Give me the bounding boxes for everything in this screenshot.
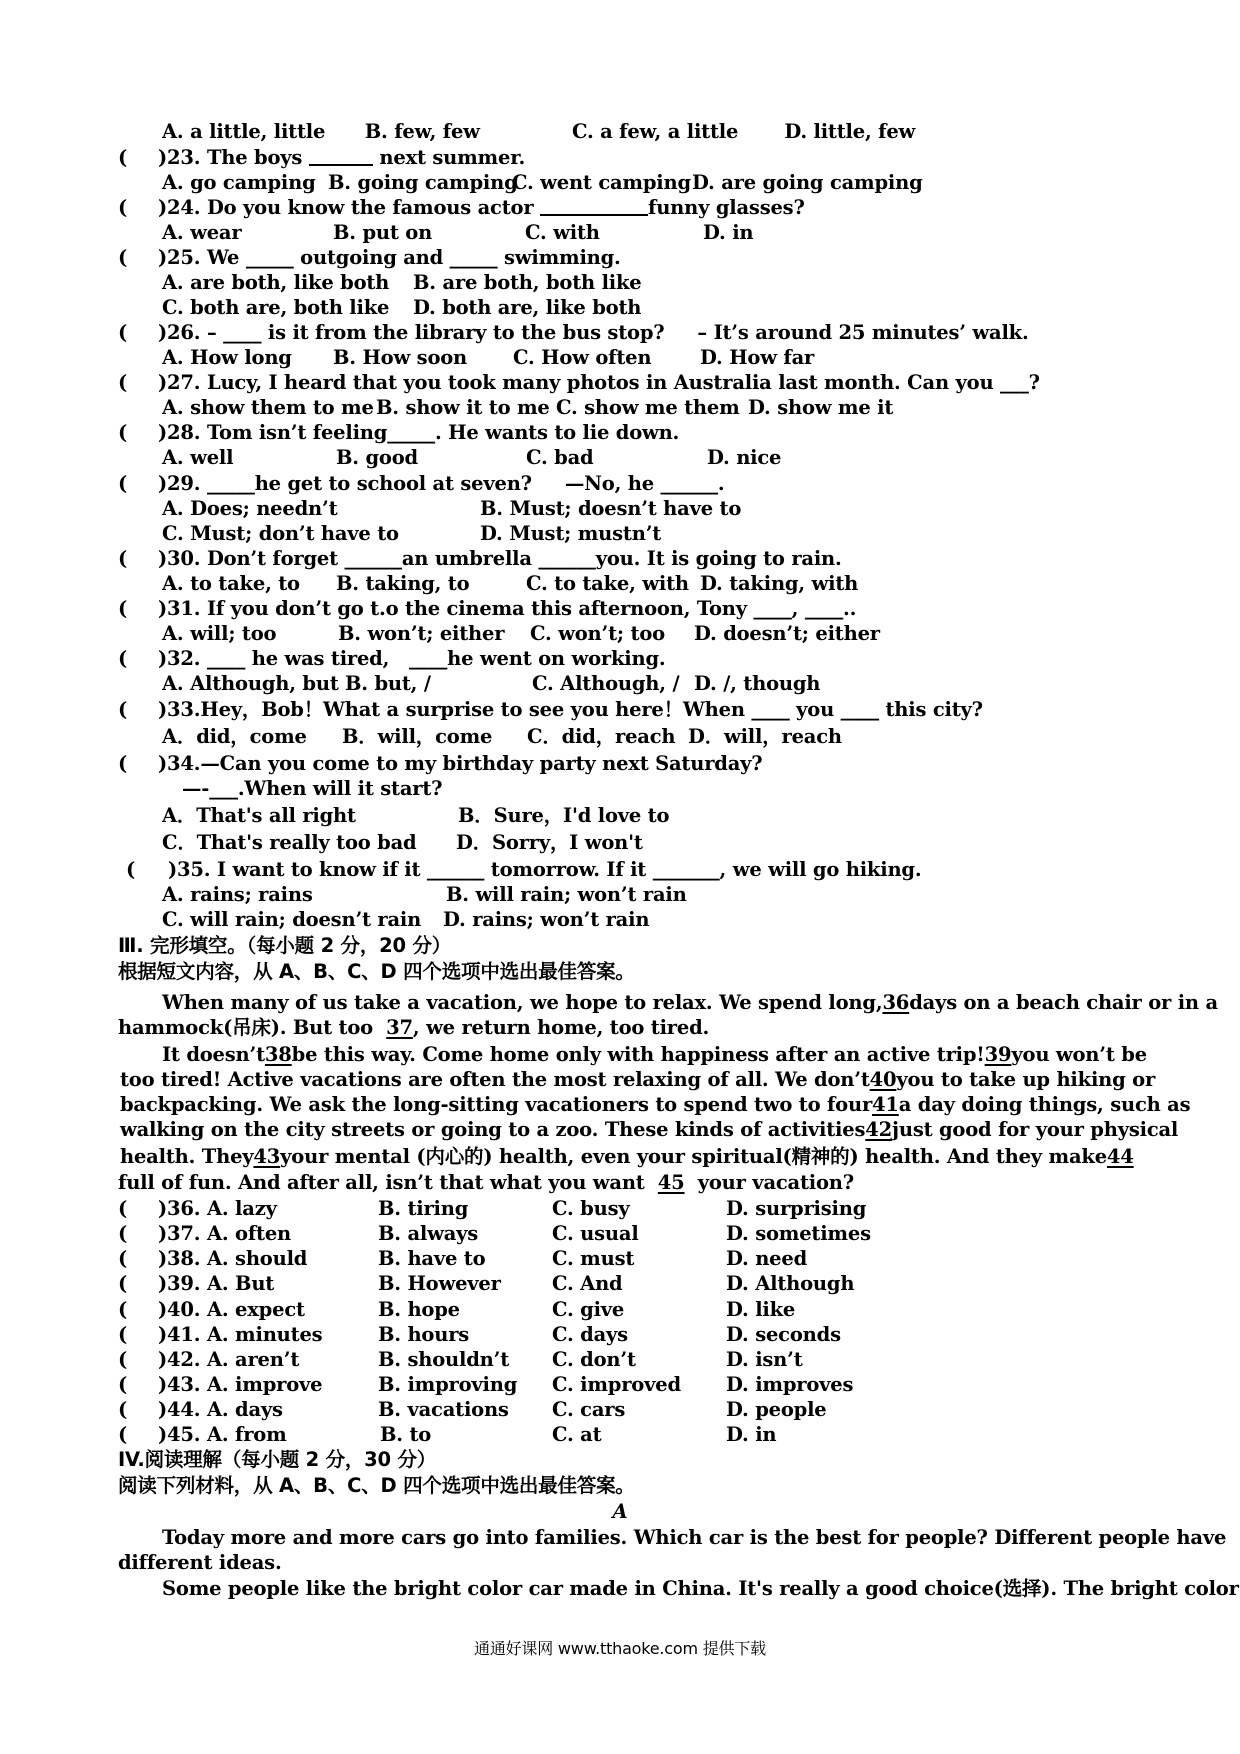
cloze-line-6: walking on the city streets or going to a zoo. These kinds of activities 42 just good for your physical	[120, 1118, 1179, 1141]
q36-option-b: B. tiring	[378, 1197, 469, 1220]
q26-stem: )26. – ____ is it from the library to the bus stop? – It’s around 25 minutes’ walk.	[158, 321, 1029, 344]
q45-option-d: D. in	[726, 1423, 777, 1446]
cloze-line-2: hammock(吊床). But too 37, we return home, too tired.	[118, 1016, 710, 1039]
q34-stem-response: —-___.When will it start?	[182, 777, 443, 800]
cloze-line-7: health. They 43 your mental (内心的) health, even your spiritual(精神的) health. And they make 44	[120, 1145, 1134, 1168]
q23-option-a: A. go camping	[162, 171, 316, 194]
q33-stem: )33.Hey，Bob！What a surprise to see you here！When ____ you ____ this city?	[158, 698, 983, 721]
q32-paren: (	[118, 647, 128, 670]
q35-paren: (	[126, 858, 136, 881]
q26-option-d: D. How far	[700, 346, 815, 369]
q40-option-b: B. hope	[378, 1298, 460, 1321]
q29-paren: (	[118, 472, 128, 495]
q25-paren: (	[118, 246, 128, 269]
q42-option-c: C. don’t	[552, 1348, 636, 1371]
q39-option-b: B. However	[378, 1272, 501, 1295]
q35-option-d: D. rains; won’t rain	[443, 908, 650, 931]
q40-option-d: D. like	[726, 1298, 796, 1321]
q28-paren: (	[118, 421, 128, 444]
cloze-line-4: too tired! Active vacations are often the most relaxing of all. We don’t 40 you to take up hiking or	[120, 1068, 1156, 1091]
q43-option-d: D. improves	[726, 1373, 854, 1396]
reading-line-3: Some people like the bright color car made in China. It's really a good choice(选择). The bright color	[162, 1577, 1239, 1600]
q27-stem: )27. Lucy, I heard that you took many photos in Australia last month. Can you ___?	[158, 371, 1040, 394]
cloze-blank-36[interactable]: 36	[882, 991, 910, 1014]
q35-option-b: B. will rain; won’t rain	[446, 883, 687, 906]
q44-option-d: D. people	[726, 1398, 827, 1421]
q33-option-d: D．will，reach	[688, 725, 842, 748]
q34-option-d: D．Sorry，I won't	[456, 831, 643, 854]
q35-option-a: A. rains; rains	[162, 883, 313, 906]
q29-option-c: C. Must; don’t have to	[162, 522, 399, 545]
q27-option-d: D. show me it	[748, 396, 894, 419]
passage-label: A	[612, 1500, 628, 1523]
q43-paren: (	[118, 1373, 128, 1396]
q26-option-b: B. How soon	[333, 346, 468, 369]
q27-option-a: A. show them to me	[162, 396, 374, 419]
q38-option-a: )38. A. should	[158, 1247, 308, 1270]
q43-option-a: )43. A. improve	[158, 1373, 323, 1396]
q37-option-a: )37. A. often	[158, 1222, 292, 1245]
q44-paren: (	[118, 1398, 128, 1421]
q24-option-b: B. put on	[333, 221, 433, 244]
q37-option-c: C. usual	[552, 1222, 639, 1245]
q37-option-b: B. always	[378, 1222, 479, 1245]
q31-option-d: D. doesn’t; either	[694, 622, 880, 645]
q29-option-a: A. Does; needn’t	[162, 497, 338, 520]
q34-option-a: A．That's all right	[162, 804, 356, 827]
q42-paren: (	[118, 1348, 128, 1371]
q38-option-b: B. have to	[378, 1247, 486, 1270]
reading-line-2: different ideas.	[118, 1551, 282, 1574]
q42-option-d: D. isn’t	[726, 1348, 803, 1371]
q30-option-a: A. to take, to	[162, 572, 300, 595]
cloze-blank-42[interactable]: 42	[865, 1118, 892, 1141]
q29-stem: )29. _____he get to school at seven? —No, he ______.	[158, 472, 725, 495]
cloze-blank-39[interactable]: 39	[984, 1043, 1012, 1066]
q39-paren: (	[118, 1272, 128, 1295]
q26-option-a: A. How long	[162, 346, 292, 369]
cloze-blank-43[interactable]: 43	[253, 1145, 281, 1168]
q37-paren: (	[118, 1222, 128, 1245]
cloze-line-5: backpacking. We ask the long-sitting vacationers to spend two to four 41 a day doing things, such as	[120, 1093, 1191, 1116]
q38-paren: (	[118, 1247, 128, 1270]
q29-option-b: B. Must; doesn’t have to	[480, 497, 742, 520]
q25-option-c: C. both are, both like	[162, 296, 390, 319]
q30-option-b: B. taking, to	[336, 572, 470, 595]
q45-option-b: B. to	[380, 1423, 432, 1446]
q35-option-c: C. will rain; doesn’t rain	[162, 908, 422, 931]
q23-option-b: B. going camping	[328, 171, 518, 194]
section-4-heading: IV.阅读理解（每小题 2 分，30 分）	[118, 1448, 437, 1471]
q28-option-d: D. nice	[707, 446, 782, 469]
q25-option-a: A. are both, like both	[162, 271, 390, 294]
cloze-blank-44[interactable]: 44	[1106, 1145, 1134, 1168]
q34-option-b: B．Sure，I'd love to	[458, 804, 670, 827]
q22-options: A. a little, little B. few, few C. a few, a little D. little, few	[162, 120, 916, 143]
q25-option-b: B. are both, both like	[413, 271, 642, 294]
q34-stem: )34.—Can you come to my birthday party next Saturday?	[158, 752, 763, 775]
answer-blank[interactable]	[309, 148, 373, 166]
q42-option-a: )42. A. aren’t	[158, 1348, 300, 1371]
q30-option-d: D. taking, with	[700, 572, 859, 595]
q28-option-a: A. well	[162, 446, 234, 469]
q26-option-c: C. How often	[513, 346, 652, 369]
q37-option-d: D. sometimes	[726, 1222, 871, 1245]
q39-option-d: D. Although	[726, 1272, 855, 1295]
q30-stem: )30. Don’t forget ______an umbrella ______you. It is going to rain.	[158, 547, 842, 570]
q41-option-d: D. seconds	[726, 1323, 841, 1346]
cloze-blank-37[interactable]: 37	[386, 1016, 413, 1039]
q23-option-d: D. are going camping	[692, 171, 923, 194]
q33-option-c: C．did，reach	[527, 725, 676, 748]
q34-paren: (	[118, 752, 128, 775]
q29-option-d: D. Must; mustn’t	[480, 522, 662, 545]
answer-blank[interactable]	[540, 198, 648, 216]
q40-option-a: )40. A. expect	[158, 1298, 305, 1321]
q38-option-d: D. need	[726, 1247, 808, 1270]
cloze-line-1: When many of us take a vacation, we hope to relax. We spend long, 36 days on a beach chair or in a	[162, 991, 1218, 1014]
q25-option-d: D. both are, like both	[413, 296, 642, 319]
q32-option-d: D. /, though	[694, 672, 821, 695]
q27-paren: (	[118, 371, 128, 394]
q24-paren: (	[118, 196, 128, 219]
q31-option-b: B. won’t; either	[338, 622, 505, 645]
q27-option-c: C. show me them	[556, 396, 740, 419]
q36-paren: (	[118, 1197, 128, 1220]
reading-line-1: Today more and more cars go into families. Which car is the best for people? Different people have	[162, 1526, 1227, 1549]
q32-option-a: A. Although, but	[162, 672, 339, 695]
q31-option-a: A. will; too	[162, 622, 277, 645]
q43-option-c: C. improved	[552, 1373, 681, 1396]
page-footer: 通通好课网 www.tthaoke.com 提供下载	[474, 1639, 766, 1658]
q24-option-d: D. in	[703, 221, 754, 244]
q40-option-c: C. give	[552, 1298, 625, 1321]
q26-paren: (	[118, 321, 128, 344]
q23-option-c: C. went camping	[512, 171, 691, 194]
q28-option-c: C. bad	[526, 446, 594, 469]
q41-option-a: )41. A. minutes	[158, 1323, 323, 1346]
q36-option-a: )36. A. lazy	[158, 1197, 277, 1220]
q45-paren: (	[118, 1423, 128, 1446]
q39-option-c: C. And	[552, 1272, 623, 1295]
q32-option-b: B. but, /	[345, 672, 431, 695]
q33-option-b: B．will，come	[342, 725, 493, 748]
q32-stem: )32. ____ he was tired, ____he went on working.	[158, 647, 666, 670]
q24-stem: )24. Do you know the famous actor funny glasses?	[158, 196, 805, 219]
q44-option-c: C. cars	[552, 1398, 626, 1421]
cloze-blank-40[interactable]: 40	[869, 1068, 897, 1091]
section-3-instruction: 根据短文内容，从 A、B、C、D 四个选项中选出最佳答案。	[118, 960, 635, 983]
section-4-instruction: 阅读下列材料，从 A、B、C、D 四个选项中选出最佳答案。	[118, 1474, 635, 1497]
q41-paren: (	[118, 1323, 128, 1346]
q35-stem: )35. I want to know if it ______ tomorrow. If it _______, we will go hiking.	[168, 858, 922, 881]
cloze-line-3: It doesn’t 38 be this way. Come home only with happiness after an active trip! 39 you won’t be	[162, 1043, 1147, 1066]
q41-option-c: C. days	[552, 1323, 628, 1346]
q31-stem: )31. If you don’t go t.o the cinema this afternoon, Tony ____, ____..	[158, 597, 857, 620]
q45-option-c: C. at	[552, 1423, 602, 1446]
cloze-blank-41[interactable]: 41	[872, 1093, 899, 1116]
q27-option-b: B. show it to me	[376, 396, 550, 419]
q23-paren: (	[118, 146, 128, 169]
cloze-blank-38[interactable]: 38	[264, 1043, 292, 1066]
q36-option-c: C. busy	[552, 1197, 630, 1220]
q44-option-a: )44. A. days	[158, 1398, 283, 1421]
q23-stem: )23. The boys next summer.	[158, 146, 526, 169]
q28-stem: )28. Tom isn’t feeling_____. He wants to lie down.	[158, 421, 680, 444]
cloze-blank-45[interactable]: 45	[657, 1171, 685, 1194]
q42-option-b: B. shouldn’t	[378, 1348, 510, 1371]
q24-option-c: C. with	[525, 221, 600, 244]
q41-option-b: B. hours	[378, 1323, 470, 1346]
q25-stem: )25. We _____ outgoing and _____ swimming.	[158, 246, 621, 269]
q31-option-c: C. won’t; too	[530, 622, 665, 645]
q43-option-b: B. improving	[378, 1373, 518, 1396]
cloze-line-8: full of fun. And after all, isn’t that what you want 45 your vacation?	[118, 1171, 855, 1194]
q33-option-a: A．did，come	[162, 725, 307, 748]
section-3-heading: Ⅲ. 完形填空。（每小题 2 分，20 分）	[118, 934, 452, 957]
q45-option-a: )45. A. from	[158, 1423, 287, 1446]
q34-option-c: C．That's really too bad	[162, 831, 417, 854]
q36-option-d: D. surprising	[726, 1197, 867, 1220]
q30-option-c: C. to take, with	[526, 572, 689, 595]
q31-paren: (	[118, 597, 128, 620]
q39-option-a: )39. A. But	[158, 1272, 275, 1295]
q40-paren: (	[118, 1298, 128, 1321]
q30-paren: (	[118, 547, 128, 570]
q38-option-c: C. must	[552, 1247, 635, 1270]
q24-option-a: A. wear	[162, 221, 242, 244]
q32-option-c: C. Although, /	[532, 672, 680, 695]
q33-paren: (	[118, 698, 128, 721]
q28-option-b: B. good	[336, 446, 418, 469]
q44-option-b: B. vacations	[378, 1398, 509, 1421]
